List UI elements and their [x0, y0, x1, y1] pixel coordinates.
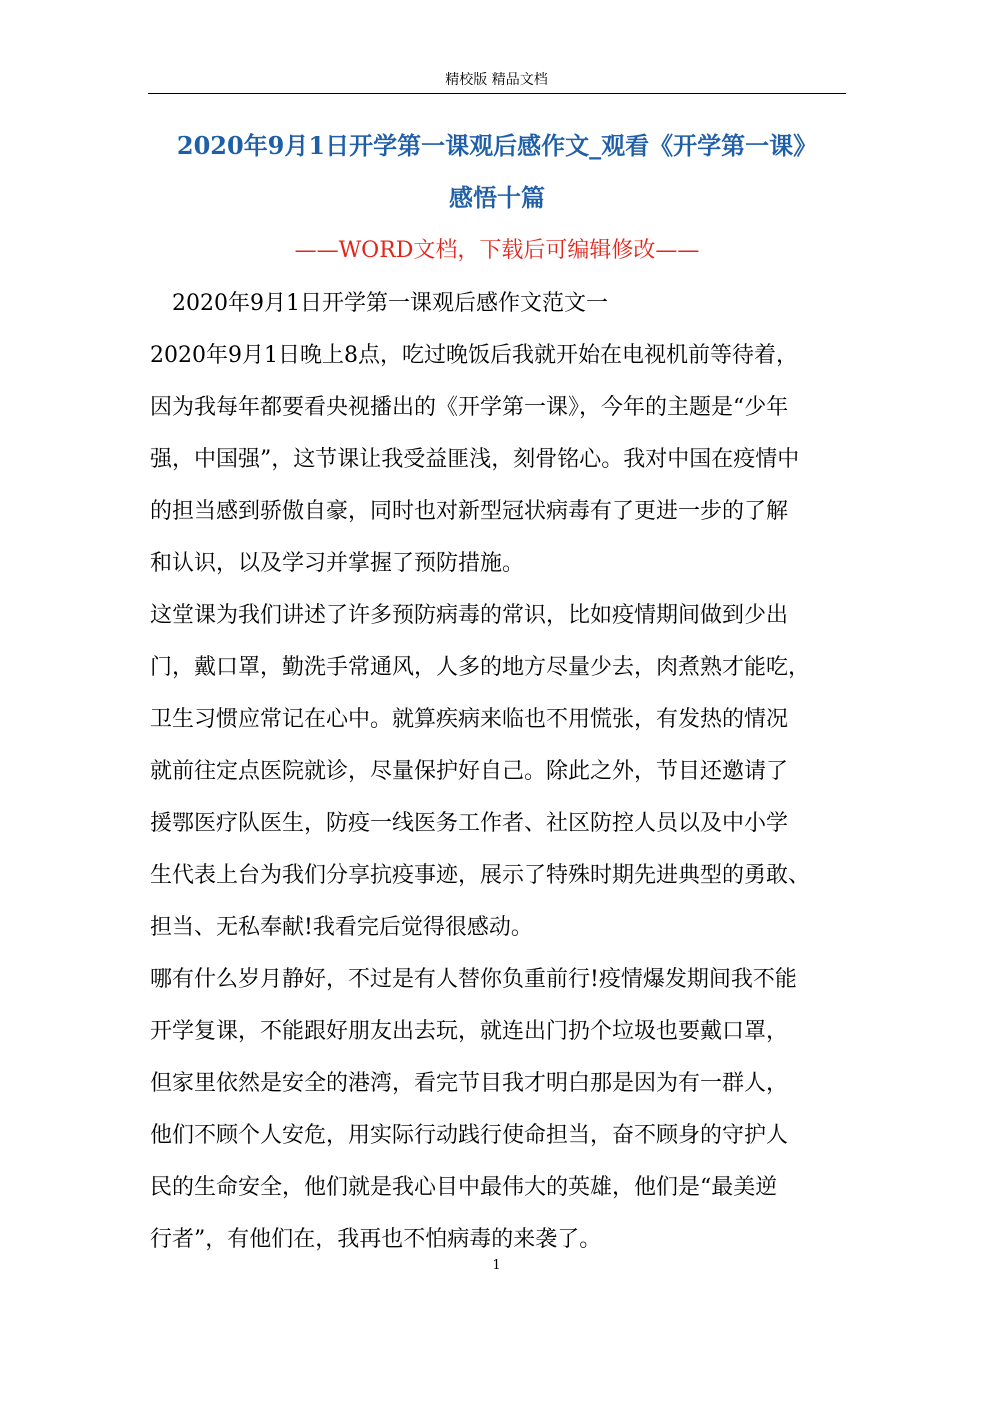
- document-subtitle: ——WORD文档，下载后可编辑修改——: [294, 238, 700, 263]
- body-line: 开学复课，不能跟好朋友出去玩，就连出门扔个垃圾也要戴口罩，: [150, 1019, 789, 1044]
- page-header: 精校版 精品文档: [445, 72, 548, 88]
- body-line: 和认识，以及学习并掌握了预防措施。: [150, 551, 525, 576]
- document-title-line-2: 感悟十篇: [449, 183, 545, 212]
- body-line: 的担当感到骄傲自豪，同时也对新型冠状病毒有了更进一步的了解: [150, 499, 789, 524]
- body-line: 生代表上台为我们分享抗疫事迹，展示了特殊时期先进典型的勇敢、: [150, 863, 811, 888]
- body-line: 援鄂医疗队医生，防疫一线医务工作者、社区防控人员以及中小学: [150, 811, 789, 836]
- body-line: 但家里依然是安全的港湾，看完节目我才明白那是因为有一群人，: [150, 1071, 789, 1096]
- body-line: 因为我每年都要看央视播出的《开学第一课》，今年的主题是“少年: [150, 395, 789, 420]
- body-line: 行者”，有他们在，我再也不怕病毒的来袭了。: [150, 1227, 602, 1252]
- header-divider: [148, 93, 846, 94]
- body-line: 这堂课为我们讲述了许多预防病毒的常识，比如疫情期间做到少出: [150, 603, 789, 628]
- document-title-line-1: 2020年9月1日开学第一课观后感作文_观看《开学第一课》: [176, 131, 818, 160]
- section-heading: 2020年9月1日开学第一课观后感作文范文一: [172, 291, 608, 316]
- body-line: 就前往定点医院就诊，尽量保护好自己。除此之外，节目还邀请了: [150, 759, 789, 784]
- body-line: 民的生命安全，他们就是我心目中最伟大的英雄，他们是“最美逆: [150, 1175, 778, 1200]
- body-line: 2020年9月1日晚上8点，吃过晚饭后我就开始在电视机前等待着，: [150, 343, 798, 368]
- page-number: 1: [492, 1258, 501, 1273]
- body-line: 担当、无私奉献!我看完后觉得很感动。: [150, 915, 533, 940]
- body-line: 卫生习惯应常记在心中。就算疾病来临也不用慌张，有发热的情况: [150, 707, 789, 732]
- body-line: 哪有什么岁月静好，不过是有人替你负重前行!疫情爆发期间我不能: [150, 967, 797, 992]
- body-line: 门，戴口罩，勤洗手常通风，人多的地方尽量少去，肉煮熟才能吃，: [150, 655, 811, 680]
- body-line: 强，中国强”，这节课让我受益匪浅，刻骨铭心。我对中国在疫情中: [150, 447, 800, 472]
- body-line: 他们不顾个人安危，用实际行动践行使命担当，奋不顾身的守护人: [150, 1123, 789, 1148]
